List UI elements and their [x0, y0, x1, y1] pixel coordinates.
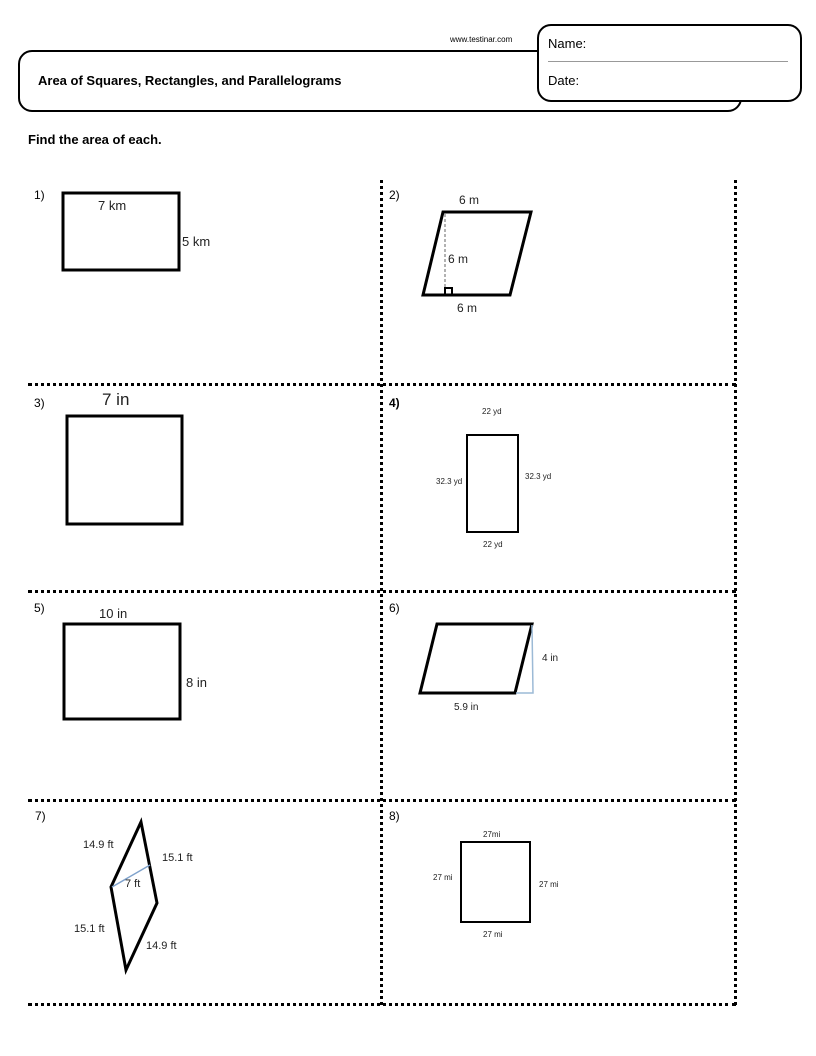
rectangle-shape	[467, 435, 518, 532]
dimension-label: 22 yd	[483, 540, 503, 549]
dimension-label: 27 mi	[483, 930, 503, 939]
dimension-label: 32.3 yd	[436, 477, 463, 486]
dimension-label: 27mi	[483, 830, 501, 839]
problem-number: 5)	[34, 601, 45, 615]
dimension-label: 7 in	[102, 390, 130, 409]
dimension-label: 6 m	[459, 193, 480, 207]
dimension-label: 4 in	[542, 653, 559, 664]
dimension-label: 7 km	[98, 198, 127, 213]
problem-number: 8)	[389, 809, 400, 823]
dimension-label: 6 m	[457, 301, 478, 315]
problem-number: 4)	[389, 396, 400, 410]
rectangle-shape	[64, 624, 180, 719]
dimension-label: 27 mi	[539, 880, 559, 889]
dimension-label: 22 yd	[482, 407, 502, 416]
website-url: www.testinar.com	[450, 35, 513, 44]
dimension-label: 6 m	[448, 252, 469, 266]
name-label: Name:	[548, 36, 587, 51]
problem-number: 2)	[389, 188, 400, 202]
dimension-label: 10 in	[99, 606, 128, 621]
parallelogram-shape	[423, 212, 531, 295]
dimension-label: 32.3 yd	[525, 472, 552, 481]
dimension-label: 27 mi	[433, 873, 453, 882]
instructions: Find the area of each.	[28, 132, 162, 147]
problem-number: 6)	[389, 601, 400, 615]
square-shape	[67, 416, 182, 524]
dimension-label: 7 ft	[125, 878, 141, 890]
dimension-label: 15.1 ft	[162, 852, 193, 864]
date-label: Date:	[548, 73, 580, 88]
problem-number: 1)	[34, 188, 45, 202]
dimension-label: 5 km	[182, 234, 211, 249]
dimension-label: 14.9 ft	[146, 940, 177, 952]
dimension-label: 14.9 ft	[83, 839, 114, 851]
worksheet-title: Area of Squares, Rectangles, and Parallelograms	[38, 73, 342, 88]
dimension-label: 5.9 in	[454, 702, 479, 713]
problem-number: 3)	[34, 396, 45, 410]
parallelogram-shape	[420, 624, 532, 693]
square-shape	[461, 842, 530, 922]
problem-number: 7)	[35, 809, 46, 823]
dimension-label: 8 in	[186, 675, 207, 690]
dimension-label: 15.1 ft	[74, 923, 105, 935]
